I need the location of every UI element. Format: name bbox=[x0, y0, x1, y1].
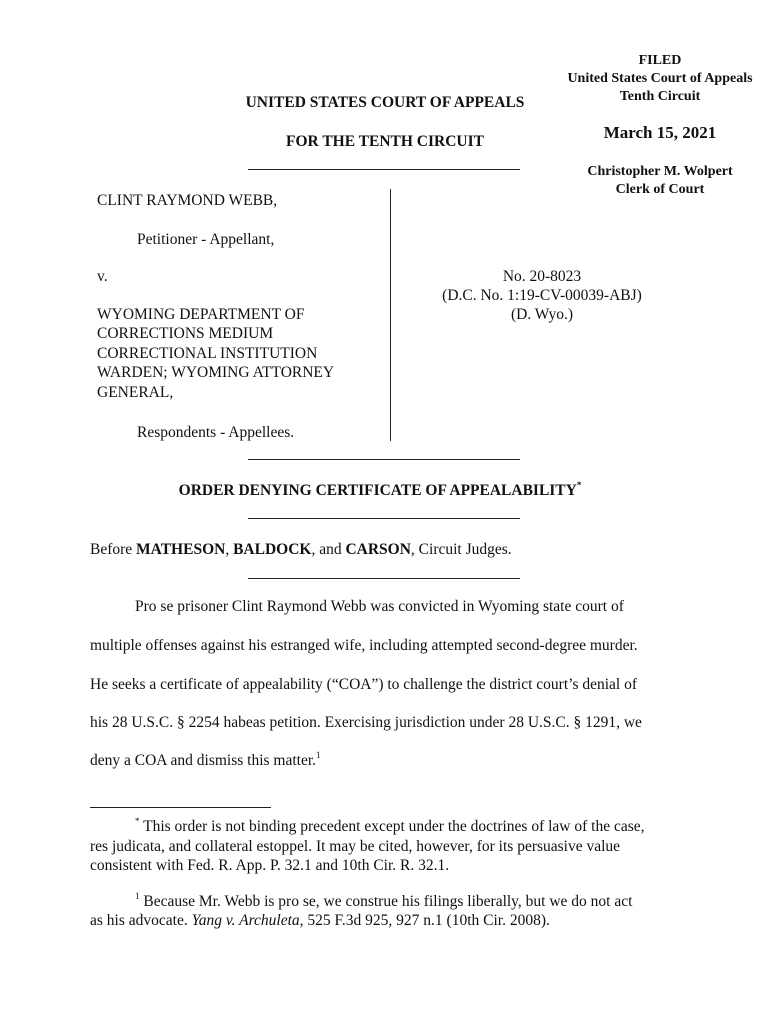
case-citation-name: Yang v. Archuleta bbox=[191, 912, 300, 929]
respondent-line: WARDEN; WYOMING ATTORNEY bbox=[97, 364, 335, 381]
footnote-1-line bbox=[135, 893, 632, 911]
filed-court: United States Court of Appeals bbox=[567, 71, 753, 86]
body-line: He seeks a certificate of appealability (“COA”) to challenge the district court’s denial of bbox=[90, 676, 638, 693]
caption-divider bbox=[248, 459, 520, 460]
header-divider bbox=[248, 169, 520, 170]
order-title-footnote-mark: * bbox=[576, 480, 582, 490]
footnote-1-mark: 1 bbox=[135, 891, 140, 901]
clerk-title: Clerk of Court bbox=[615, 182, 705, 197]
petitioner-role: Petitioner - Appellant, bbox=[137, 231, 275, 248]
panel-before: Before bbox=[90, 541, 137, 558]
caption-vertical-divider bbox=[390, 189, 391, 441]
footnote-1-text: as his advocate. bbox=[90, 912, 192, 929]
court-heading: UNITED STATES COURT OF APPEALS bbox=[245, 94, 525, 111]
respondent-line: GENERAL, bbox=[97, 384, 174, 401]
panel-line bbox=[90, 541, 512, 559]
footnote-1-line bbox=[90, 912, 550, 930]
body-line-text: deny a COA and dismiss this matter. bbox=[90, 752, 317, 769]
judge-baldock: BALDOCK bbox=[233, 541, 312, 558]
respondent-line: CORRECTIONS MEDIUM bbox=[97, 325, 274, 342]
filed-circuit: Tenth Circuit bbox=[619, 89, 701, 104]
respondent-line: CORRECTIONAL INSTITUTION bbox=[97, 345, 318, 362]
filed-date: March 15, 2021 bbox=[603, 123, 717, 142]
clerk-name: Christopher M. Wolpert bbox=[587, 164, 733, 179]
respondent-line: WYOMING DEPARTMENT OF bbox=[97, 306, 305, 323]
versus: v. bbox=[97, 268, 108, 285]
panel-sep: , bbox=[225, 541, 234, 558]
body-line bbox=[90, 752, 321, 770]
petitioner-name: CLINT RAYMOND WEBB, bbox=[97, 192, 278, 209]
circuit-heading: FOR THE TENTH CIRCUIT bbox=[286, 133, 484, 150]
footnote-star-line: consistent with Fed. R. App. P. 32.1 and 10th Cir. R. 32.1. bbox=[90, 857, 450, 874]
body-line: multiple offenses against his estranged wife, including attempted second-degree murder. bbox=[90, 637, 638, 654]
district-court: (D. Wyo.) bbox=[510, 306, 574, 323]
footnote-separator bbox=[90, 807, 271, 808]
footnote-star-mark: * bbox=[135, 816, 140, 826]
footnote-star-line bbox=[135, 818, 645, 836]
order-title bbox=[90, 482, 670, 500]
panel-sep: , and bbox=[311, 541, 346, 558]
order-title-text: ORDER DENYING CERTIFICATE OF APPEALABILITY bbox=[178, 482, 577, 499]
footnote-1-text: , 525 F.3d 925, 927 n.1 (10th Cir. 2008). bbox=[299, 912, 550, 929]
case-number: No. 20-8023 bbox=[502, 268, 582, 285]
body-line: Pro se prisoner Clint Raymond Webb was convicted in Wyoming state court of bbox=[135, 598, 624, 615]
footnote-star-text: This order is not binding precedent except under the doctrines of law of the case, bbox=[139, 818, 645, 835]
panel-divider bbox=[248, 578, 520, 579]
footnote-star-line: res judicata, and collateral estoppel. It may be cited, however, for its persuasive value bbox=[90, 838, 621, 855]
body-line: his 28 U.S.C. § 2254 habeas petition. Exercising jurisdiction under 28 U.S.C. § 1291, we bbox=[90, 714, 642, 731]
title-divider bbox=[248, 518, 520, 519]
footnote-reference: 1 bbox=[316, 750, 321, 760]
district-case-number: (D.C. No. 1:19-CV-00039-ABJ) bbox=[442, 287, 642, 304]
panel-suffix: , Circuit Judges. bbox=[410, 541, 512, 558]
judge-carson: CARSON bbox=[345, 541, 411, 558]
judge-matheson: MATHESON bbox=[136, 541, 226, 558]
respondents-role: Respondents - Appellees. bbox=[137, 424, 295, 441]
footnote-1-text: Because Mr. Webb is pro se, we construe his filings liberally, but we do not act bbox=[139, 893, 633, 910]
filed-label: FILED bbox=[638, 53, 682, 68]
